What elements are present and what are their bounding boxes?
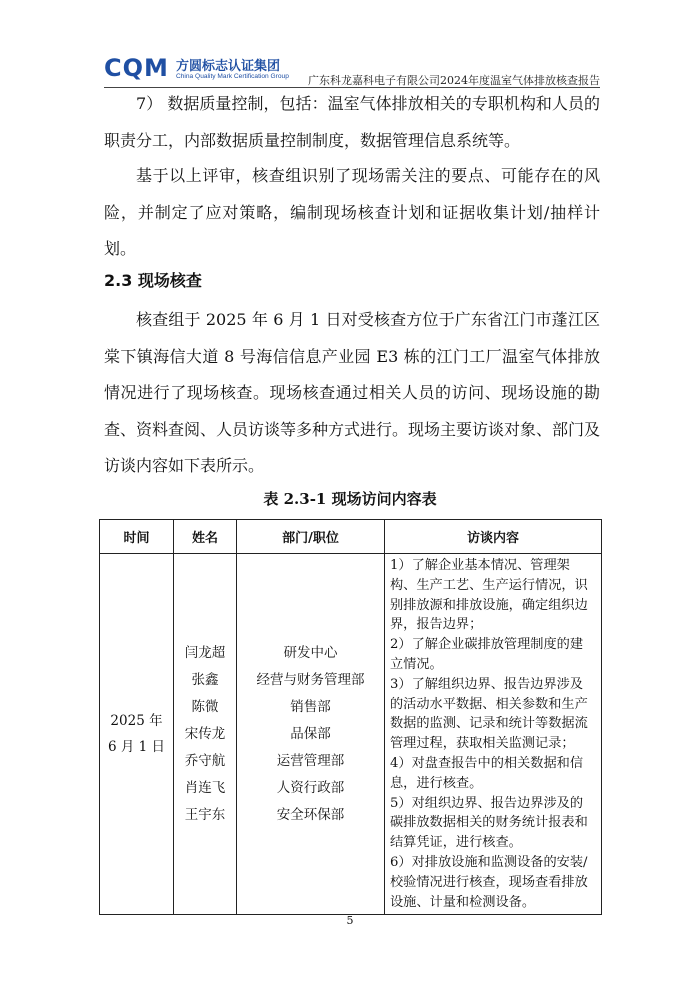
name-item: 闫龙超: [184, 644, 226, 661]
header-department: 部门/职位: [237, 520, 385, 554]
section-heading: 2.3 现场核查: [104, 271, 202, 290]
table-row: [100, 554, 602, 915]
content-item: 1）了解企业基本情况、管理架构、生产工艺、生产运行情况，识别排放源和排放设施，确定组织边界，报告边界；: [390, 558, 588, 633]
report-title: 广东科龙嘉科电子有限公司2024年度温室气体排放核查报告: [308, 74, 600, 87]
department-item: 研发中心: [283, 644, 338, 661]
table-caption: 表 2.3-1 现场访问内容表: [263, 490, 437, 508]
name-item: 肖连飞: [184, 779, 226, 796]
paragraph-onsite-verification: 核查组于 2025 年 6 月 1 日对受核查方位于广东省江门市蓬江区棠下镇海信大道 8 号海信信息产业园 E3 栋的江门工厂温室气体排放情况进行了现场核查。现场核查通过相关人员的访问、现场设施的勘查、资料查阅、人员访谈等多种方式进行。现场主要访谈对象、部门及访谈内容如下表所示。: [104, 310, 601, 475]
name-item: 王宇东: [184, 806, 226, 823]
date-year: 2025 年: [110, 713, 163, 730]
content-item: 2）了解企业碳排放管理制度的建立情况。: [390, 637, 584, 672]
department-item: 品保部: [290, 725, 331, 742]
logo-english-name: China Quality Mark Certification Group: [176, 73, 289, 80]
table-header-row: [100, 520, 602, 554]
content-item: 4）对盘查报告中的相关数据和信息，进行核查。: [390, 755, 584, 791]
cqm-logo: [104, 52, 304, 88]
cell-interview-content: [385, 554, 602, 915]
department-item: 经营与财务管理部: [256, 671, 365, 688]
name-item: 张鑫: [191, 671, 219, 688]
department-item: 人资行政部: [276, 779, 345, 796]
cell-departments: [237, 554, 385, 915]
content-item: 3）了解组织边界、报告边界涉及的活动水平数据、相关参数和生产数据的监测、记录和统计等数据流管理过程，获取相关监测记录；: [390, 676, 588, 752]
logo-wordmark: CQM: [104, 54, 169, 82]
header-name: 姓名: [174, 520, 237, 554]
department-item: 安全环保部: [276, 806, 345, 823]
header-time: 时间: [100, 520, 174, 554]
department-item: 运营管理部: [276, 752, 345, 769]
page-number: 5: [346, 914, 354, 927]
cell-date: [100, 554, 174, 915]
cell-names: [174, 554, 237, 915]
name-item: 陈微: [191, 698, 219, 715]
paragraph-data-quality: 7） 数据质量控制，包括：温室气体排放相关的专职机构和人员的职责分工，内部数据质量控制制度，数据管理信息系统等。: [104, 94, 600, 150]
name-item: 乔守航: [184, 752, 226, 769]
department-item: 销售部: [290, 698, 331, 715]
name-item: 宋传龙: [184, 725, 226, 742]
content-item: 6）对排放设施和监测设备的安装/校验情况进行核查，现场查看排放设施、计量和检测设备。: [390, 854, 588, 910]
visit-table: [99, 519, 602, 915]
page-header: [104, 52, 600, 88]
content-item: 5）对组织边界、报告边界涉及的碳排放数据相关的财务统计报表和结算凭证，进行核查。: [390, 795, 588, 851]
logo-chinese-name: 方圆标志认证集团: [176, 59, 281, 74]
paragraph-review-summary: 基于以上评审，核查组识别了现场需关注的要点、可能存在的风险，并制定了应对策略，编制现场核查计划和证据收集计划/抽样计划。: [104, 166, 600, 258]
date-day: 6 月 1 日: [107, 739, 166, 756]
header-content: 访谈内容: [385, 520, 602, 554]
